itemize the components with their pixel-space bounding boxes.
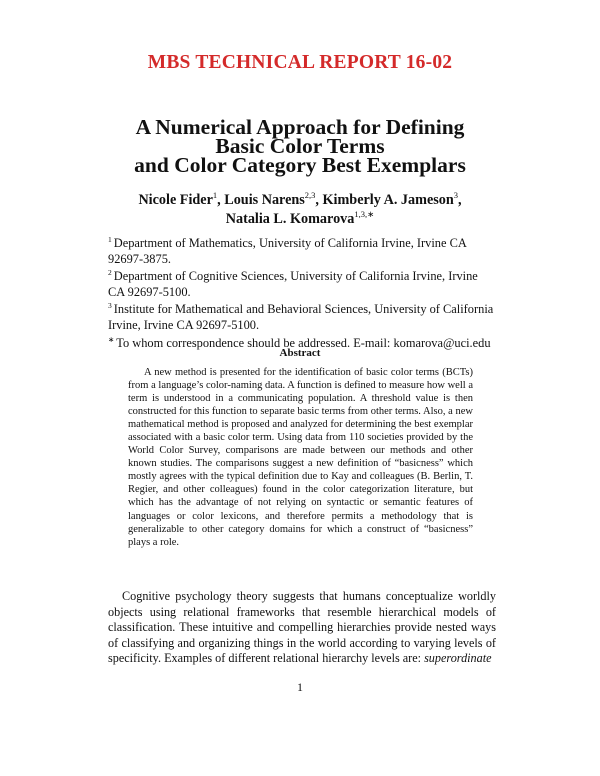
title-line: Basic Color Terms <box>215 134 385 158</box>
author-affil-mark: 3 <box>453 190 458 200</box>
author-affil-mark: 1,3,∗ <box>354 209 375 219</box>
affiliation-text: Department of Mathematics, University of California Irvine, Irvine CA 92697-3875. <box>108 236 467 266</box>
affiliation-mark: 3 <box>108 301 112 311</box>
paper-title <box>0 115 600 177</box>
affiliation-text: Institute for Mathematical and Behavioral Sciences, University of California Irvine, Irvine CA 92697-5100. <box>108 302 494 332</box>
author-list <box>0 191 600 229</box>
affiliation-mark: ∗ <box>108 334 115 344</box>
title-line: A Numerical Approach for Defining <box>135 115 465 139</box>
author-name: Kimberly A. Jameson <box>322 192 454 208</box>
title-line: and Color Category Best Exemplars <box>134 153 466 177</box>
intro-italic-term: superordinate <box>424 651 492 665</box>
author-separator: , <box>458 192 462 208</box>
intro-text: Cognitive psychology theory suggests that humans conceptualize worldly objects using relational frameworks that resemble hierarchical models of classification. These intuitive and compelling hierarchies provide nested ways of classifying and organizing things in the world according to varying levels of specificity. Examples of different relational hierarchy levels are: <box>108 589 496 665</box>
affiliations <box>108 236 496 353</box>
affiliation-text: Department of Cognitive Sciences, University of California Irvine, Irvine CA 92697-5100. <box>108 269 478 299</box>
affiliation-mark: 2 <box>108 268 112 278</box>
abstract-text: A new method is presented for the identification of basic color terms (BCTs) from a language’s color-naming data. A function is defined to measure how well a term is understood in a communicating population. A threshold value is then constructed for this function to separate basic terms from other terms. Also, a new mathematical method is proposed and analyzed for determining the best exemplar associated with a basic color term. Using data from 110 societies provided by the World Color Survey, comparisons are made between our methods and other known studies. The comparisons suggest a new definition of “basicness” which mostly agrees with the typical definition due to Kay and colleagues (B. Berlin, T. Regier, and other colleagues) found in the color categorization literature, but which has the advantage of not relying on syntactic or semantic features of languages or color lexicons, and therefore permits a methodology that is generalizable to other category domains for which a construct of “basicness” plays a role. <box>128 367 473 548</box>
affiliation-mark: 1 <box>108 235 112 244</box>
author-line <box>0 210 600 229</box>
author-separator: , <box>217 192 225 208</box>
author-affil-mark: 2,3 <box>304 190 316 200</box>
affiliation <box>108 236 496 267</box>
page-number: 1 <box>297 680 303 694</box>
affiliation <box>108 302 496 333</box>
author-name: Louis Narens <box>224 192 305 208</box>
abstract-heading: Abstract <box>279 347 321 359</box>
affiliation-text: To whom correspondence should be addressed. E-mail: komarova@uci.edu <box>116 335 491 350</box>
author-name: Nicole Fider <box>138 192 213 208</box>
affiliation <box>108 269 496 300</box>
intro-paragraph <box>108 589 496 667</box>
author-line <box>0 191 600 210</box>
author-separator: , <box>315 192 323 208</box>
author-name: Natalia L. Komarova <box>225 211 355 227</box>
report-header: MBS TECHNICAL REPORT 16-02 <box>147 52 453 73</box>
author-affil-mark: 1 <box>212 190 218 200</box>
